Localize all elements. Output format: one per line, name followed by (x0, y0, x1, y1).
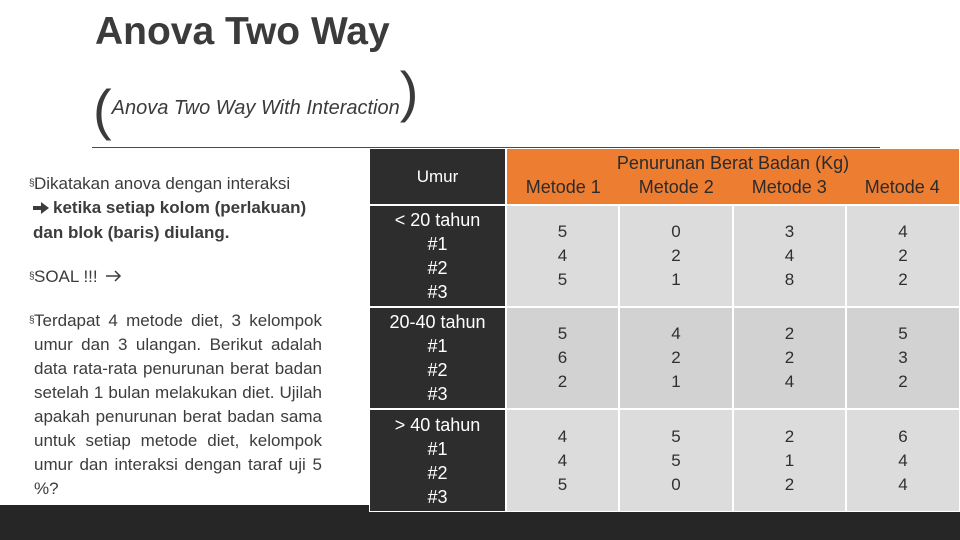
value-entry: 4 (898, 474, 908, 494)
header-method: Metode 4 (864, 177, 940, 197)
page-title: Anova Two Way (95, 10, 390, 53)
value-entry: 5 (557, 222, 568, 241)
value-entry: 2 (557, 372, 568, 391)
value-cell (619, 205, 733, 307)
header-umur (369, 148, 506, 205)
value-cell (619, 409, 733, 512)
bullet-soal-line (29, 265, 322, 290)
header-method: Metode 1 (525, 177, 601, 197)
page-subtitle (93, 60, 419, 141)
value-entry: 4 (898, 450, 908, 470)
value-entry: 5 (557, 474, 568, 494)
subtitle-open-paren: ( (93, 78, 112, 141)
value-entry: 5 (898, 324, 908, 343)
header-methods-row (507, 174, 959, 200)
value-cell (733, 409, 846, 512)
value-entry: 3 (898, 348, 908, 367)
value-cell (506, 409, 619, 512)
value-entry: 2 (784, 324, 795, 343)
value-entry: 4 (671, 324, 681, 343)
value-entry: 5 (671, 450, 681, 470)
bullet-marker: § (29, 270, 35, 282)
value-entry: 2 (898, 270, 908, 289)
value-cell (846, 205, 960, 307)
value-entry: 2 (784, 474, 795, 494)
subtitle-text: Anova Two Way With Interaction (111, 97, 400, 119)
row-rep-label: #2 (427, 258, 448, 278)
value-cell (846, 409, 960, 512)
value-entry: 2 (898, 372, 908, 391)
arrow-right-bold-icon (33, 197, 49, 221)
header-group (506, 148, 960, 205)
bullet-text: Terdapat 4 metode diet, 3 kelompok umur dan 3 ulangan. Berikut adalah data rata-rata penurunan berat badan setelah 1 bulan melakukan diet. Ujilah apakah penurunan berat badan sama untuk setiap metode diet, kelompok umur dan interaksi dengan taraf uji 5 %? (34, 311, 322, 499)
row-group-header (369, 307, 506, 409)
value-entry: 6 (898, 426, 908, 446)
bullet-marker: § (29, 178, 35, 189)
row-rep-label: #3 (427, 384, 448, 404)
row-group-label: < 20 tahun (394, 210, 481, 230)
header-umur-label: Umur (416, 166, 459, 186)
value-entry: 5 (671, 426, 681, 446)
value-entry: 6 (557, 348, 568, 367)
data-table (369, 148, 960, 512)
value-cell (619, 307, 733, 409)
value-entry: 2 (784, 348, 795, 367)
bullet-marker: § (29, 315, 35, 327)
row-rep-label: #2 (427, 360, 448, 380)
row-group-header (369, 409, 506, 512)
value-entry: 0 (671, 474, 681, 494)
value-entry: 4 (557, 246, 568, 265)
bullet-text: Dikatakan anova dengan interaksi (34, 174, 291, 193)
value-entry: 2 (898, 246, 908, 265)
value-entry: 8 (784, 270, 795, 289)
description-column (29, 172, 322, 540)
value-entry: 0 (671, 222, 681, 241)
header-method: Metode 3 (751, 177, 827, 197)
bullet-problem-statement (29, 309, 322, 501)
value-cell (733, 307, 846, 409)
header-method: Metode 2 (638, 177, 714, 197)
value-entry: 1 (671, 372, 681, 391)
row-rep-label: #2 (427, 462, 448, 483)
bullet-text: SOAL !!! (34, 266, 98, 286)
value-entry: 1 (671, 270, 681, 289)
value-cell (506, 205, 619, 307)
value-cell (846, 307, 960, 409)
row-rep-label: #1 (427, 234, 448, 254)
row-rep-label: #1 (427, 438, 448, 459)
value-entry: 4 (557, 426, 568, 446)
value-entry: 4 (898, 222, 908, 241)
value-entry: 2 (671, 246, 681, 265)
header-group-title: Penurunan Berat Badan (Kg) (616, 153, 850, 173)
arrow-right-icon (106, 265, 122, 289)
value-cell (733, 205, 846, 307)
value-entry: 4 (557, 450, 568, 470)
row-group-label: > 40 tahun (394, 414, 481, 435)
value-entry: 1 (784, 450, 795, 470)
row-group-label: 20-40 tahun (389, 312, 486, 332)
value-entry: 2 (671, 348, 681, 367)
value-entry: 3 (784, 222, 795, 241)
row-rep-label: #1 (427, 336, 448, 356)
row-group-header (369, 205, 506, 307)
bullet-bold-text: ketika setiap kolom (perlakuan) dan blok (baris) diulang. (33, 198, 307, 242)
bullet-soal (29, 265, 322, 290)
row-rep-label: #3 (427, 486, 448, 507)
bullet-bold-text-block (29, 196, 322, 245)
value-cell (506, 307, 619, 409)
bullet-interaction-definition (29, 172, 322, 245)
value-entry: 2 (784, 426, 795, 446)
value-entry: 5 (557, 270, 568, 289)
subtitle-close-paren: ) (399, 60, 419, 123)
value-entry: 4 (784, 246, 795, 265)
row-rep-label: #3 (427, 282, 448, 302)
value-entry: 5 (557, 324, 568, 343)
value-entry: 4 (784, 372, 795, 391)
